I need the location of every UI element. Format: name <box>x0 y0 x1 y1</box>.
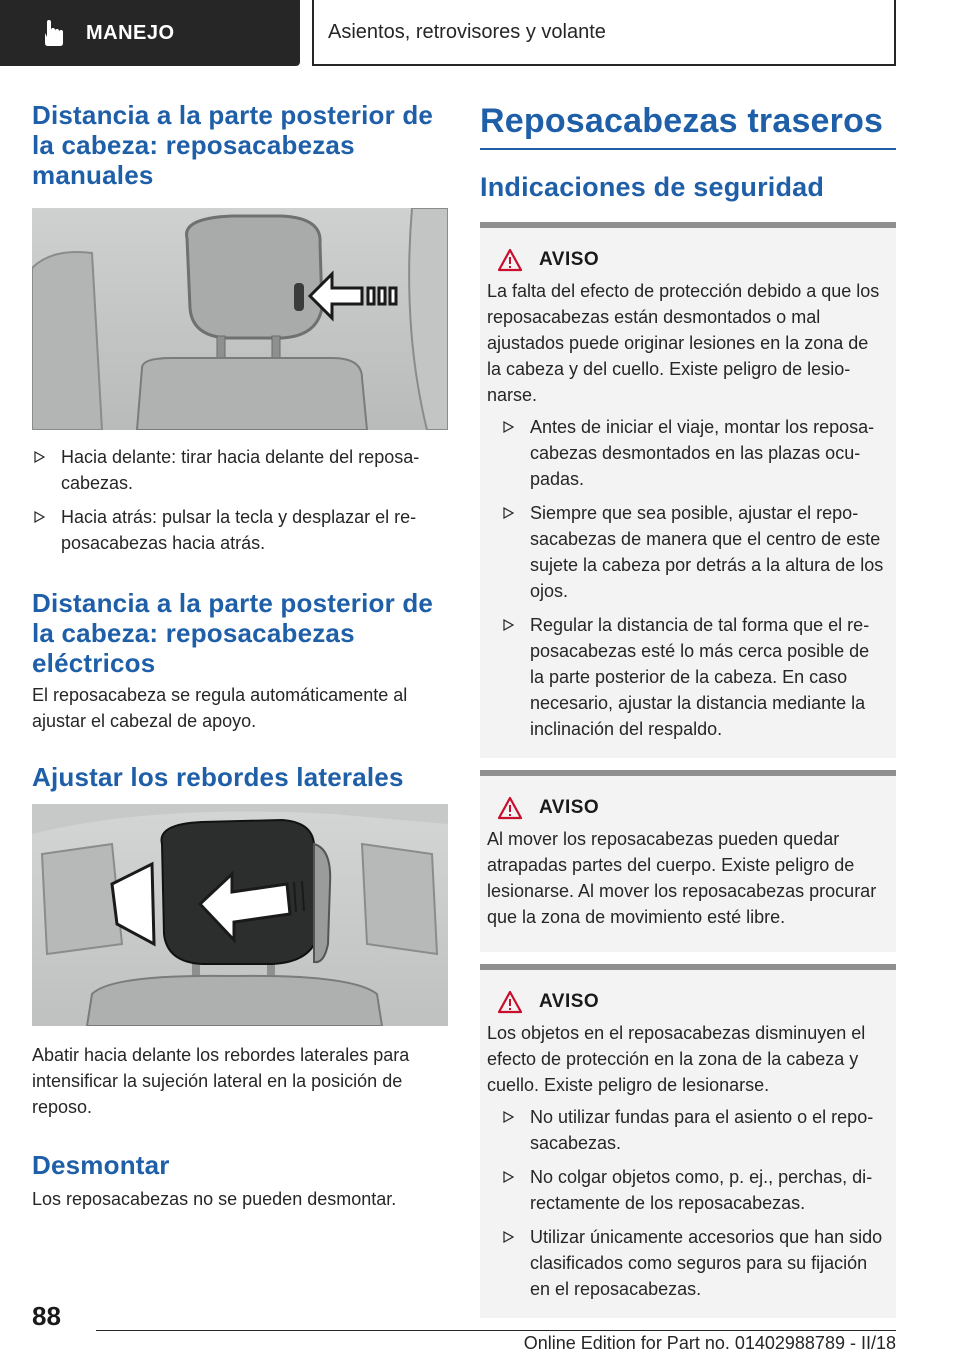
warning-list <box>487 1104 886 1302</box>
warning-triangle-icon <box>497 990 523 1014</box>
heading-rule <box>480 148 896 150</box>
warning-box <box>480 222 896 758</box>
triangle-bullet-icon <box>503 1231 514 1243</box>
warning-triangle-icon <box>497 796 523 820</box>
list-item: Hacia delante: tirar hacia delante del reposacabezas. <box>32 444 448 496</box>
section-tab <box>0 0 300 66</box>
remove-text: Los reposacabezas no se pueden desmontar. <box>32 1189 397 1209</box>
warning-label: AVISO <box>539 991 600 1012</box>
safety-heading: Indicaciones de seguridad <box>480 172 825 202</box>
chapter-title: Asientos, retrovisores y volante <box>312 0 896 66</box>
warning-header <box>497 990 886 1014</box>
list-item: Hacia atrás: pulsar la tecla y desplazar el reposacabezas hacia atrás. <box>32 504 448 556</box>
triangle-bullet-icon <box>503 1111 514 1123</box>
manual-adjust-list <box>32 444 448 556</box>
page-header <box>0 0 960 66</box>
section-label: MANEJO <box>86 21 175 44</box>
steering-hand-icon <box>38 18 68 48</box>
left-column <box>32 100 448 1212</box>
warning-text: Al mover los reposacabezas pueden quedar atrapadas partes del cuerpo. Existe peligro de lesionarse. Al mover los reposacabezas procurar que la zona de movimiento esté libre. <box>487 829 877 927</box>
triangle-bullet-icon <box>34 511 45 523</box>
chapter-heading: Reposacabezas traseros <box>480 102 884 140</box>
electric-text: El reposacabeza se regula automáticamente al ajustar el cabezal de apoyo. <box>32 685 408 731</box>
edition-note: Online Edition for Part no. 01402988789 - II/18 <box>523 1333 896 1353</box>
list-item: Siempre que sea posible, ajustar el reposacabezas de manera que el centro de este sujete la cabeza por detrás a la altura de los ojos. <box>501 500 886 604</box>
triangle-bullet-icon <box>503 619 514 631</box>
section-title-side-bolsters: Ajustar los rebordes laterales <box>32 762 404 792</box>
headrest-photo-manual <box>32 208 448 430</box>
right-column <box>480 100 896 1318</box>
section-title-manual: Distancia a la parte posterior de la cabeza: reposacabezas manuales <box>32 100 434 190</box>
triangle-bullet-icon <box>503 1171 514 1183</box>
warning-header <box>497 796 886 820</box>
warning-text: Los objetos en el reposacabezas disminuyen el efecto de protección en la zona de la cabeza y cuello. Existe peligro de lesionarse. <box>487 1023 866 1095</box>
warning-box <box>480 964 896 1318</box>
warning-label: AVISO <box>539 249 600 270</box>
warning-text: La falta del efecto de protección debido a que los reposacabezas están desmontados o mal ajustados puede originar lesiones en la zona de la cabeza y del cuello. Existe peligro de lesionarse. <box>487 281 880 405</box>
section-title-electric: Distancia a la parte posterior de la cabeza: reposacabezas eléctricos <box>32 588 434 678</box>
warning-list <box>487 414 886 742</box>
list-item: Antes de iniciar el viaje, montar los reposacabezas desmontados en las plazas ocupadas. <box>501 414 886 492</box>
triangle-bullet-icon <box>503 507 514 519</box>
page-number: 88 <box>32 1301 61 1331</box>
list-item: No utilizar fundas para el asiento o el reposacabezas. <box>501 1104 886 1156</box>
footer-rule <box>96 1330 896 1331</box>
triangle-bullet-icon <box>503 421 514 433</box>
side-bolsters-text: Abatir hacia delante los rebordes laterales para intensificar la sujeción lateral en la posición de reposo. <box>32 1045 410 1117</box>
list-item: Regular la distancia de tal forma que el reposacabezas esté lo más cerca posible de la parte posterior de la cabeza. En caso necesario, ajustar la distancia mediante la inclinación del respaldo. <box>501 612 886 742</box>
warning-triangle-icon <box>497 248 523 272</box>
headrest-photo-side-bolsters <box>32 804 448 1026</box>
warning-label: AVISO <box>539 797 600 818</box>
warning-header <box>497 248 886 272</box>
warning-box <box>480 770 896 952</box>
triangle-bullet-icon <box>34 451 45 463</box>
section-title-remove: Desmontar <box>32 1150 170 1180</box>
list-item: No colgar objetos como, p. ej., perchas, directamente de los reposacabezas. <box>501 1164 886 1216</box>
list-item: Utilizar únicamente accesorios que han sido clasificados como seguros para su fijación en el reposacabezas. <box>501 1224 886 1302</box>
